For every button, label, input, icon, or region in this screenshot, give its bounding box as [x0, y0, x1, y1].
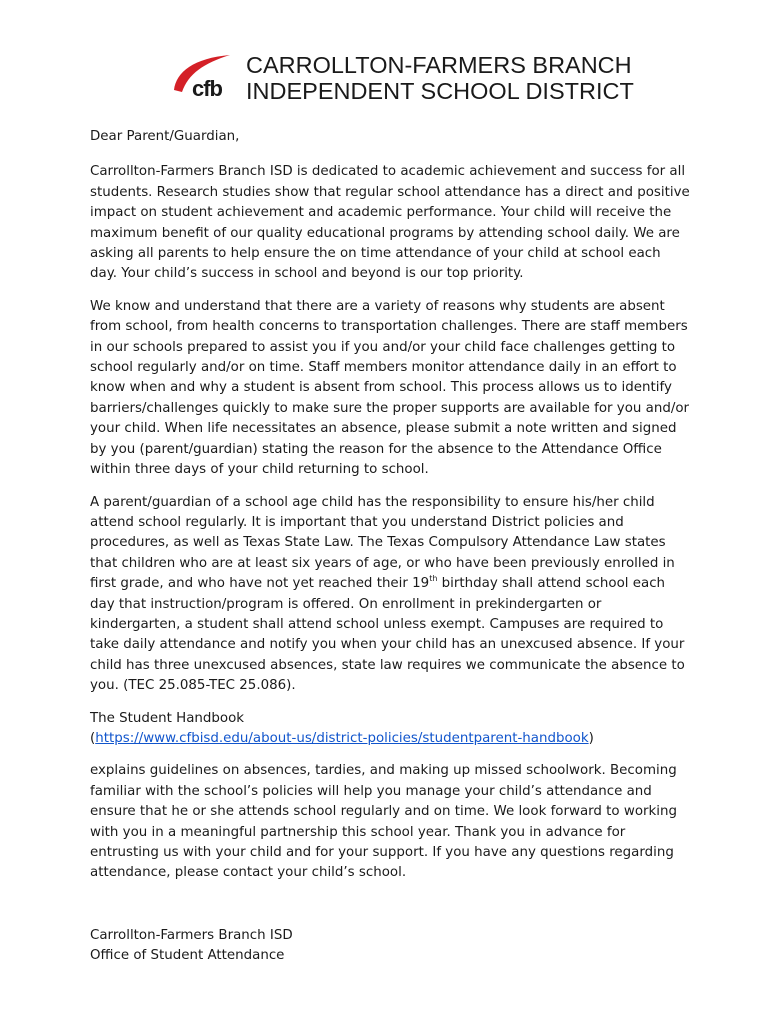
paragraph-attendance-importance: Carrollton-Farmers Branch ISD is dedicated to academic achievement and success for all students. Research studies show that regular school attendance has a direct and positive impact on student achievement and academic performance. Your child will receive the maximum benefit of our quality educational programs by attending school daily. We are asking all parents to help ensure the on time attendance of your child at school each day. Your child’s success in school and beyond is our top priority. — [90, 164, 690, 282]
signature-block — [90, 926, 293, 967]
district-name-line1: CARROLLTON-FARMERS BRANCH — [246, 52, 632, 78]
handbook-label: The Student Handbook — [90, 710, 245, 726]
logo-text: cfb — [192, 76, 222, 101]
paragraph-texas-law-text-1: A parent/guardian of a school age child has the responsibility to ensure his/her child attend school regularly. It is important that you understand District policies and procedures, as well as Texas State Law. The Texas Compulsory Attendance Law states that children who are at least six years of age, or who have been previously enrolled in first grade, and who have not yet reached their 19 — [90, 494, 675, 592]
salutation: Dear Parent/Guardian, — [90, 129, 240, 144]
cfb-logo — [170, 50, 240, 104]
handbook-link[interactable]: https://www.cfbisd.edu/about-us/district-policies/studentparent-handbook — [95, 730, 589, 746]
letter-body — [90, 127, 690, 896]
letterhead — [170, 50, 634, 106]
handbook-close-paren: ) — [588, 730, 594, 746]
paragraph-texas-law-text-2: birthday shall attend school each day that instruction/program is offered. On enrollment in prekindergarten or kindergarten, a student shall attend school unless exempt. Campuses are required to take daily attendance and notify you when your child has an unexcused absence. If your child has three unexcused absences, state law requires we communicate the absence to you. (TEC 25.085-TEC 25.086). — [90, 576, 685, 694]
paragraph-handbook-guidelines: explains guidelines on absences, tardies, and making up missed schoolwork. Becoming familiar with the school’s policies will help you manage your child’s attendance and ensure that he or she attends school regularly and on time. We look forward to working with you in a meaningful partnership this school year. Thank you in advance for entrusting us with your child and for your support. If you have any questions regarding attendance, please contact your child’s school. — [90, 763, 677, 881]
district-name — [246, 52, 634, 104]
paragraph-absence-reasons: We know and understand that there are a variety of reasons why students are absent from school, from health concerns to transportation challenges. There are staff members in our schools prepared to assist you if you and/or your child face challenges getting to school regularly and/or on time. Staff members monitor attendance daily in an effort to know when and why a student is absent from school. This process allows us to identify barriers/challenges quickly to make sure the proper supports are available for you and/or your child. When life necessitates an absence, please submit a note written and signed by you (parent/guardian) stating the reason for the absence to the Attendance Office within three days of your child returning to school. — [90, 298, 690, 478]
superscript-th: th — [429, 574, 438, 584]
signature-office: Office of Student Attendance — [90, 948, 285, 964]
handbook-reference — [90, 709, 690, 750]
handbook-open-paren: ( — [90, 730, 96, 746]
district-name-line2: INDEPENDENT SCHOOL DISTRICT — [246, 78, 634, 104]
signature-org: Carrollton-Farmers Branch ISD — [90, 928, 293, 943]
paragraph-texas-law — [90, 493, 690, 697]
